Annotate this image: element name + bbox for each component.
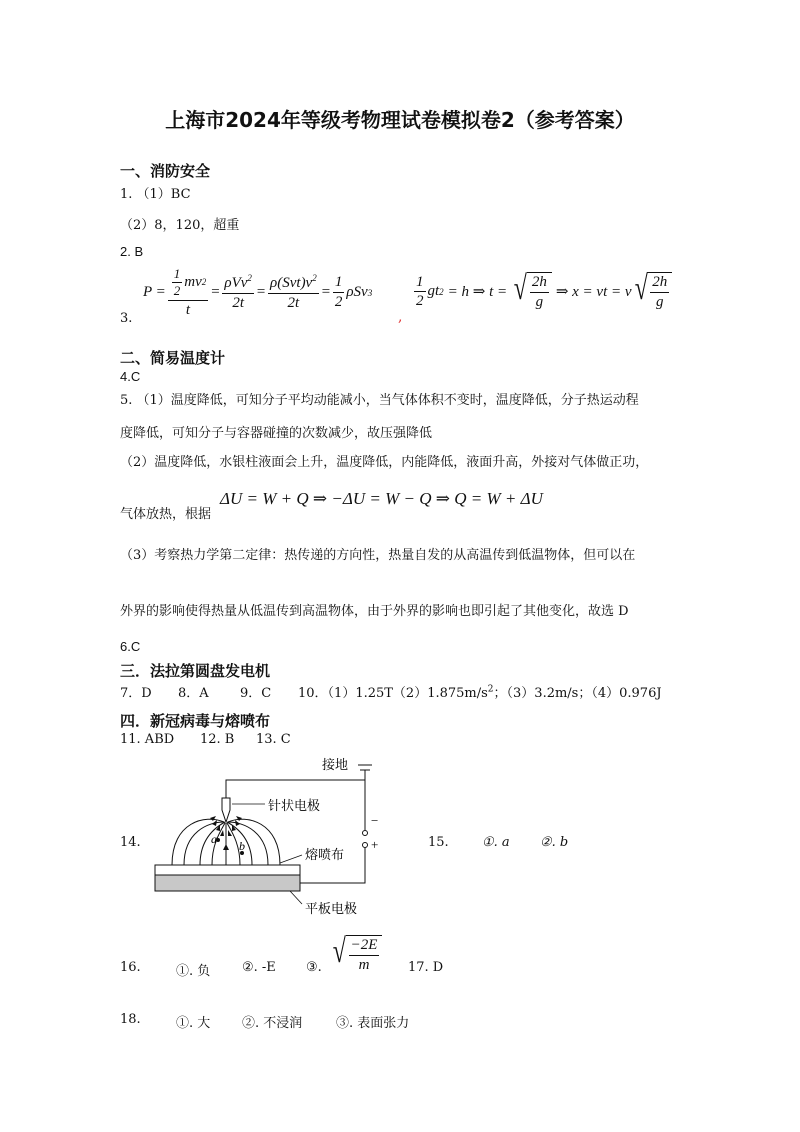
answer-18-option-3: ③. 表面张力 — [336, 1016, 410, 1031]
answer-15-option-2: ②. b — [540, 835, 569, 850]
answer-5-line-1: 5. （1）温度降低，可知分子平均动能减小，当气体体积不变时，温度降低，分子热运动程 — [120, 393, 639, 408]
answer-18-option-1: ①. 大 — [176, 1016, 211, 1031]
meltblown-fabric — [155, 865, 300, 875]
answer-11: 11. ABD — [120, 732, 175, 747]
section-heading-4: 四．新冠病毒与熔喷布 — [120, 712, 271, 730]
plate-electrode — [155, 875, 300, 891]
answer-6: 6.C — [120, 639, 141, 654]
answer-3-label: 3. — [120, 311, 133, 326]
electret-diagram — [150, 752, 410, 922]
answer-16-option-1: ①. 负 — [176, 964, 211, 979]
answer-15-label: 15. — [428, 835, 449, 850]
formula-3b: $\frac{1}{2}$ gt 2 = h ⇒ t = √ $\frac{2h}{g}$ ⇒ x = vt = v √ $\frac{2h}{g}$ — [412, 272, 672, 312]
formula-16: √ $\frac{-2E}{m}$ — [330, 935, 382, 975]
plate-label: 平板电极 — [305, 902, 358, 917]
formula-3a-frac-4: $\frac{1}{2}$ — [334, 274, 343, 311]
answer-4: 4.C — [120, 369, 141, 384]
red-dot-mark: , — [398, 309, 403, 325]
plus-label: + — [371, 837, 379, 852]
answer-16-label: 16. — [120, 960, 141, 975]
answer-1-part-2: （2）8，120，超重 — [120, 218, 240, 233]
answer-12: 12. B — [200, 732, 235, 747]
answer-18-option-2: ②. 不浸润 — [242, 1016, 303, 1031]
answer-15-option-1: ①. a — [482, 835, 510, 850]
point-a-label: a — [211, 832, 217, 846]
answer-5-line-2: 度降低，可知分子与容器碰撞的次数减少，故压强降低 — [120, 426, 433, 441]
ground-label: 接地 — [322, 758, 349, 773]
answer-7: 7．D — [120, 686, 152, 701]
answer-5-2-line-1: （2）温度降低，水银柱液面会上升，温度降低，内能降低，液面升高，外接对气体做正功， — [120, 455, 649, 470]
answer-1: 1. （1）BC — [120, 187, 191, 202]
section-heading-1: 一、消防安全 — [120, 162, 211, 180]
answer-9: 9．C — [240, 686, 272, 701]
answer-17: 17. D — [408, 960, 444, 975]
section-heading-2: 二、简易温度计 — [120, 349, 226, 367]
formula-3a-frac-2: $\frac{\rho Vv^2}{2t}$ — [224, 272, 252, 311]
answer-2: 2. B — [120, 244, 144, 259]
formula-3a-lhs: P = — [143, 284, 166, 301]
answer-5-3-line-2: 外界的影响使得热量从低温传到高温物体，由于外界的影响也即引起了其他变化，故选 D — [120, 604, 629, 619]
ground-icon — [358, 765, 372, 780]
answer-10: 10．$(1)1.25T(2)1.875m/s^2$；（3）3.2m/s；（4）0.976J — [298, 684, 662, 701]
answer-16-option-3: ③. — [306, 960, 322, 975]
fabric-label: 熔喷布 — [305, 848, 345, 863]
answer-8: 8．A — [178, 686, 209, 701]
answer-16-option-2: ②. -E — [242, 960, 276, 975]
formula-3a-frac-1: $\frac{1}{2}$ mv 2 t — [168, 266, 209, 319]
formula-3a: P = $\frac{1}{2}$ mv 2 t = $\frac{\rho Vv^2}{2t}$ = $\frac{\rho(Svt)v^2}{2t}$ = $\frac{1}{2}$ ρSv 3 — [143, 266, 373, 318]
formula-5: ΔU = W + Q ⇒ −ΔU = W − Q ⇒ Q = W + ΔU — [220, 489, 543, 508]
section-heading-3: 三．法拉第圆盘发电机 — [120, 662, 271, 680]
page-title: 上海市2024年等级考物理试卷模拟卷2（参考答案） — [165, 108, 635, 132]
answer-18-label: 18. — [120, 1012, 141, 1027]
formula-3a-frac-3: $\frac{\rho(Svt)v^2}{2t}$ — [270, 272, 317, 311]
point-b-label: b — [239, 839, 245, 853]
answer-13: 13. C — [256, 732, 291, 747]
answer-5-3-line-1: （3）考察热力学第二定律：热传递的方向性，热量自发的从高温传到低温物体，但可以在 — [120, 548, 636, 563]
needle-electrode — [222, 798, 230, 822]
answer-5-2-line-2: 气体放热，根据 — [120, 507, 212, 522]
answer-14-label: 14. — [120, 835, 141, 850]
needle-label: 针状电极 — [268, 799, 321, 814]
minus-label: − — [371, 813, 379, 828]
